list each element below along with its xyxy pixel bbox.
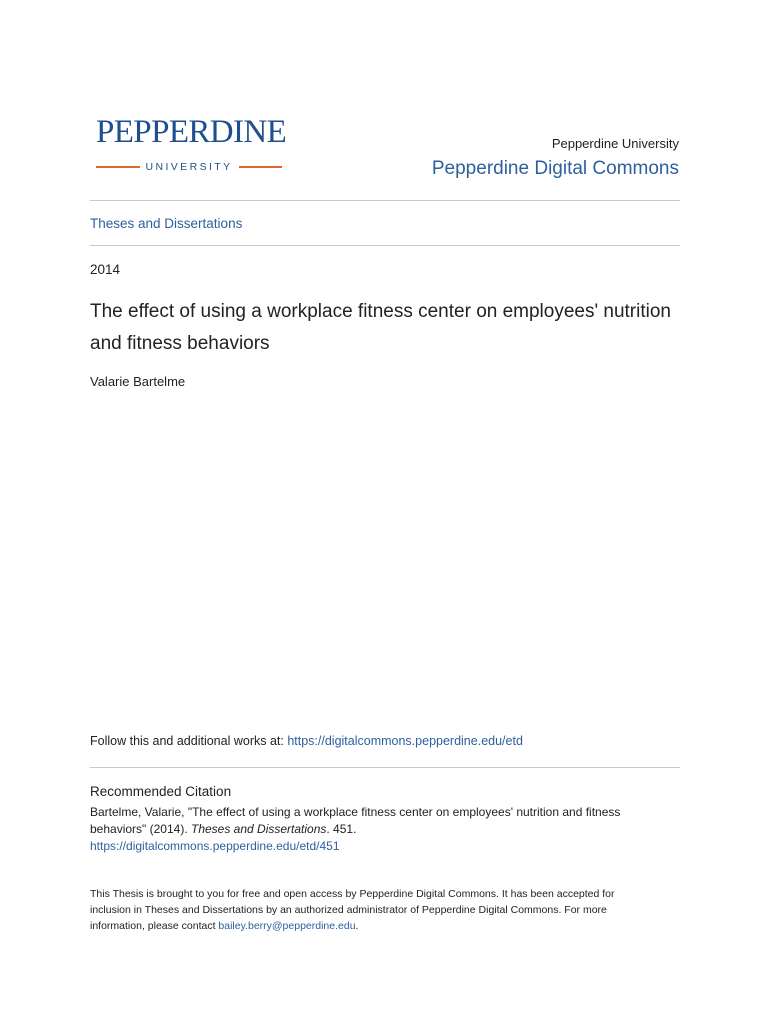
pepperdine-logo xyxy=(96,114,287,178)
series-link[interactable]: Theses and Dissertations xyxy=(90,216,243,231)
notice-line-3-prefix: information, please contact xyxy=(90,920,219,932)
citation-line-2 xyxy=(90,821,680,838)
divider-series xyxy=(90,245,680,246)
institution-name: Pepperdine University xyxy=(551,136,679,151)
logo-right-rule xyxy=(239,166,283,168)
citation-line-2-prefix: behaviors" (2014). xyxy=(90,822,191,836)
logo-left-rule xyxy=(96,166,140,168)
publication-year: 2014 xyxy=(90,262,121,277)
notice-line-3-suffix: . xyxy=(355,920,359,932)
logo-subtitle: UNIVERSITY xyxy=(145,161,233,173)
author-name: Valarie Bartelme xyxy=(90,374,186,389)
repository-name[interactable]: Pepperdine Digital Commons xyxy=(431,158,679,179)
access-notice xyxy=(90,886,680,934)
divider-top xyxy=(90,200,680,201)
notice-line-3 xyxy=(90,918,680,934)
divider-citation xyxy=(90,767,680,768)
citation-line-1: Bartelme, Valarie, "The effect of using a workplace fitness center on employees' nutrition and fitness xyxy=(90,805,621,819)
contact-email-link[interactable]: bailey.berry@pepperdine.edu xyxy=(218,920,356,932)
citation-link[interactable]: https://digitalcommons.pepperdine.edu/etd/451 xyxy=(90,839,340,853)
logo-subtitle-row xyxy=(96,160,282,174)
logo-wordmark: PEPPERDINE xyxy=(96,114,287,150)
citation-heading: Recommended Citation xyxy=(90,784,232,799)
document-title: The effect of using a workplace fitness center on employees' nutrition and fitness behaviors xyxy=(90,301,671,354)
notice-line-1: This Thesis is brought to you for free and open access by Pepperdine Digital Commons. It has been accepted for xyxy=(90,888,615,900)
follow-prefix: Follow this and additional works at: xyxy=(90,734,288,748)
citation-block xyxy=(90,804,680,855)
collection-link[interactable]: https://digitalcommons.pepperdine.edu/etd xyxy=(287,734,523,748)
citation-line-2-suffix: . 451. xyxy=(326,822,357,836)
notice-line-2: inclusion in Theses and Dissertations by an authorized administrator of Pepperdine Digital Commons. For more xyxy=(90,904,607,916)
follow-line xyxy=(90,734,523,748)
citation-series: Theses and Dissertations xyxy=(190,822,327,836)
